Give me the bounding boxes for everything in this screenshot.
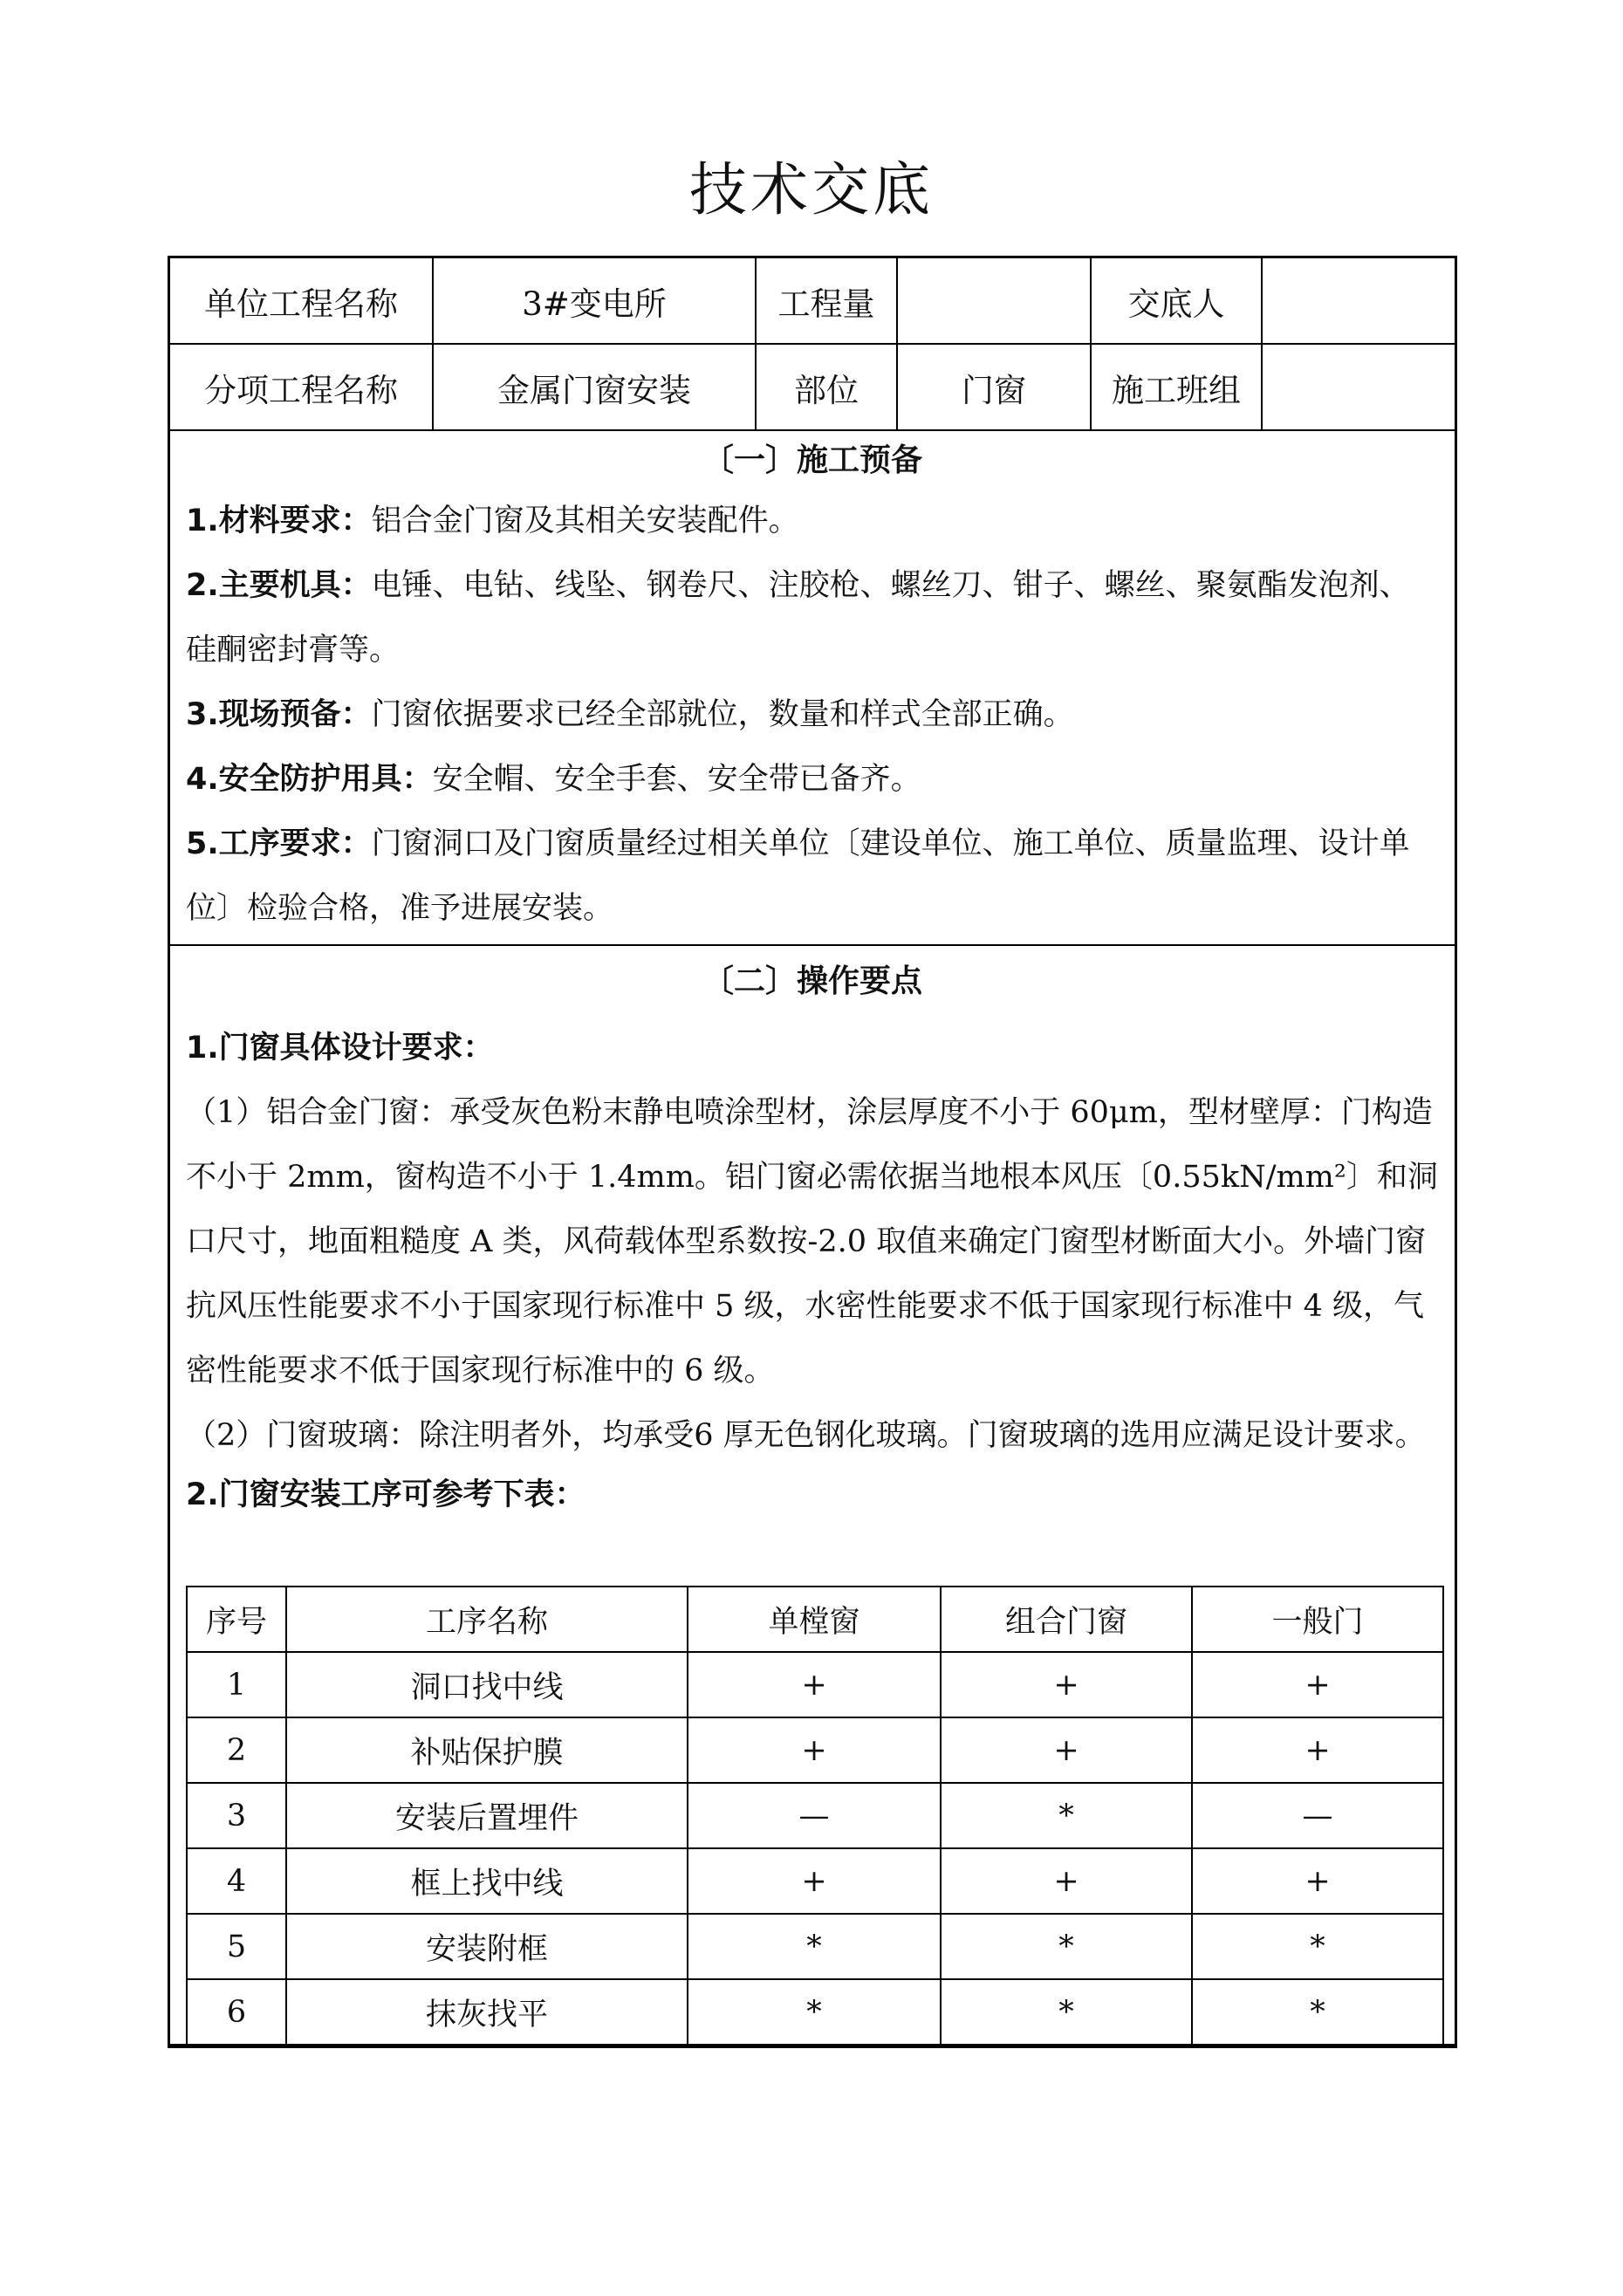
prep-item: 5.工序要求：门窗洞口及门窗质量经过相关单位〔建设单位、施工单位、质量监理、设计单位〕检验合格，准予进展安装。 <box>186 826 1410 926</box>
quantity-value <box>898 258 1092 343</box>
table-cell: * <box>941 1979 1192 2045</box>
header-row-2 <box>170 345 1455 431</box>
table-row <box>187 1652 1443 1717</box>
unit-project-label: 单位工程名称 <box>170 258 434 343</box>
team-value <box>1263 345 1455 429</box>
table-row <box>187 1717 1443 1783</box>
table-cell: + <box>688 1717 941 1783</box>
table-cell: + <box>1192 1848 1443 1914</box>
sub-project-value: 金属门窗安装 <box>434 345 757 429</box>
document-title: 技术交底 <box>689 156 934 223</box>
table-cell: * <box>688 1979 941 2045</box>
table-cell: 3 <box>187 1783 286 1848</box>
table-cell: + <box>688 1652 941 1717</box>
table-cell: 抹灰找平 <box>286 1979 688 2045</box>
table-cell: 框上找中线 <box>286 1848 688 1914</box>
ops-paragraph: （2）门窗玻璃：除注明者外，均承受6 厚无色钢化玻璃。门窗玻璃的选用应满足设计要求。 <box>186 1418 1426 1453</box>
table-header: 组合门窗 <box>941 1587 1192 1652</box>
team-label: 施工班组 <box>1092 345 1263 429</box>
table-cell: 安装后置埋件 <box>286 1783 688 1848</box>
table-cell: 1 <box>187 1652 286 1717</box>
prep-item: 3.现场预备：门窗依据要求已经全部就位，数量和样式全部正确。 <box>186 697 1074 732</box>
presenter-value <box>1263 258 1455 343</box>
sub-project-label: 分项工程名称 <box>170 345 434 429</box>
table-header: 一般门 <box>1192 1587 1443 1652</box>
table-cell: 6 <box>187 1979 286 2045</box>
section-preparation <box>170 433 1455 941</box>
table-cell: 安装附框 <box>286 1914 688 1979</box>
table-cell: 5 <box>187 1914 286 1979</box>
table-cell: + <box>1192 1717 1443 1783</box>
table-row <box>187 1979 1443 2045</box>
ops-item-label: 2.门窗安装工序可参考下表： <box>186 1477 586 1512</box>
ops-item-label: 1.门窗具体设计要求： <box>186 1031 494 1066</box>
table-cell: 4 <box>187 1848 286 1914</box>
table-cell: * <box>941 1783 1192 1848</box>
table-cell: + <box>941 1652 1192 1717</box>
table-header-row <box>187 1587 1443 1652</box>
section-operations <box>170 948 1455 1522</box>
table-cell: 洞口找中线 <box>286 1652 688 1717</box>
table-cell: 补贴保护膜 <box>286 1717 688 1783</box>
table-header: 工序名称 <box>286 1587 688 1652</box>
disclosure-form <box>168 256 1457 2048</box>
table-header: 序号 <box>187 1587 286 1652</box>
prep-item: 1.材料要求：铝合金门窗及其相关安装配件。 <box>186 504 799 538</box>
table-row <box>187 1914 1443 1979</box>
table-cell: * <box>941 1914 1192 1979</box>
unit-project-value: 3#变电所 <box>434 258 757 343</box>
header-row-1 <box>170 258 1455 345</box>
location-label: 部位 <box>757 345 898 429</box>
location-value: 门窗 <box>898 345 1092 429</box>
table-cell: * <box>688 1914 941 1979</box>
prep-item: 4.安全防护用具：安全帽、安全手套、安全带已备齐。 <box>186 762 921 797</box>
process-table <box>186 1586 1444 2046</box>
quantity-label: 工程量 <box>757 258 898 343</box>
table-row <box>187 1783 1443 1848</box>
table-cell: — <box>688 1783 941 1848</box>
table-header: 单樘窗 <box>688 1587 941 1652</box>
table-cell: — <box>1192 1783 1443 1848</box>
table-cell: * <box>1192 1914 1443 1979</box>
table-cell: + <box>1192 1652 1443 1717</box>
section-title: 〔一〕施工预备 <box>702 442 922 478</box>
section-divider <box>170 944 1455 946</box>
table-cell: + <box>941 1717 1192 1783</box>
section-title: 〔二〕操作要点 <box>702 963 922 999</box>
table-cell: + <box>941 1848 1192 1914</box>
table-cell: * <box>1192 1979 1443 2045</box>
table-row <box>187 1848 1443 1914</box>
ops-paragraph: （1）铝合金门窗：承受灰色粉末静电喷涂型材，涂层厚度不小于 60μm，型材壁厚：门构造不小于 2mm，窗构造不小于 1.4mm。铝门窗必需依据当地根本风压〔0.55kN/mm²〕和洞口尺寸，地面粗糙度 A 类，风荷载体型系数按-2.0 取值来确定门窗型材断面大小。外墙门窗抗风压性能要求不小于国家现行标准中 5 级，水密性能要求不低于国家现行标准中 4 级，气密性能要求不低于国家现行标准中的 6 级。 <box>186 1095 1438 1388</box>
presenter-label: 交底人 <box>1092 258 1263 343</box>
table-cell: 2 <box>187 1717 286 1783</box>
table-cell: + <box>688 1848 941 1914</box>
prep-item: 2.主要机具：电锤、电钻、线坠、钢卷尺、注胶枪、螺丝刀、钳子、螺丝、聚氨酯发泡剂、硅酮密封膏等。 <box>186 568 1410 668</box>
